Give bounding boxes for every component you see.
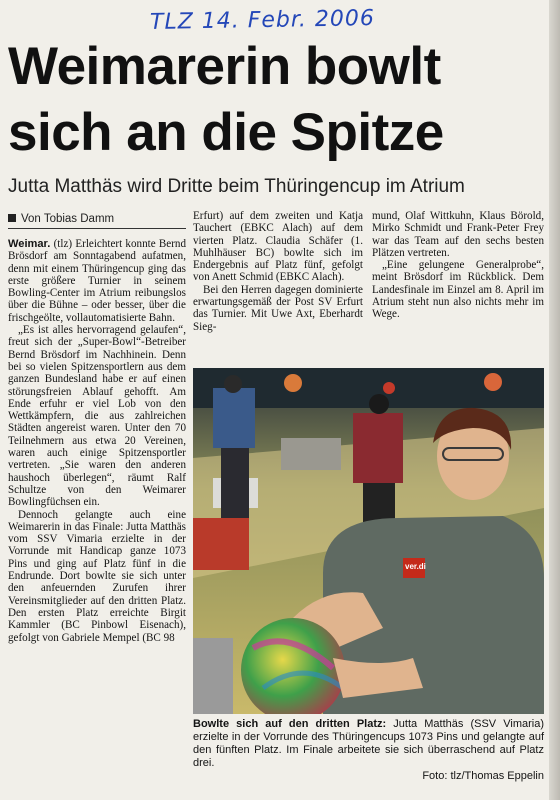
paragraph-text: (tlz) Erleichtert konnte Bernd Brösdorf am Sonntagabend aufatmen, denn mit einem Thüringencup ging das erste größere Turnier in seinem Bowling-Center im Atrium reibungslos über die Bühne – oder besser, über die frischgeölte, vollautomatisierte Bahn. <box>8 238 186 324</box>
paragraph: Erfurt) auf dem zweiten und Katja Tauchert (EBKC Alach) auf dem vierten Platz. Claudia Schäfer (1. Muhlhäuser BC) bowlte sich im Endergebnis auf Platz fünf, gefolgt von Anett Schmid (EBKC Alach). <box>193 210 363 284</box>
byline <box>8 213 186 229</box>
article-column-1 <box>8 238 186 644</box>
bowling-photo <box>193 368 544 714</box>
handwritten-date-note: TLZ 14. Febr. 2006 <box>149 6 376 35</box>
bowling-photo-illustration <box>193 368 544 714</box>
dateline: Weimar. <box>8 238 51 250</box>
caption-lead: Bowlte sich auf den dritten Platz: <box>193 718 387 730</box>
paragraph: Dennoch gelangte auch eine Weimarerin in das Finale: Jutta Matthäs vom SSV Vimaria erzielte in der Vorrunde mit Handicap ganze 1073 Pins und ging auf Platz fünf in die Endrunde. Dort bowlte sie sich unter den anfeuernden Zurufen ihrer Vereinsmitglieder auf den dritten Platz. Den ersten Platz erreichte Birgit Kammler (BC Pinbowl Eisenach), gefolgt von Gabriele Mempel (BC 98 <box>8 508 186 644</box>
article-column-2 <box>193 210 363 333</box>
article-column-3 <box>372 210 544 321</box>
byline-square-icon <box>8 214 16 222</box>
subheadline: Jutta Matthäs wird Dritte beim Thüringencup im Atrium <box>8 176 465 197</box>
page-edge-shadow <box>549 0 560 800</box>
paragraph <box>8 238 186 324</box>
paragraph: „Eine gelungene Generalprobe“, meint Brösdorf im Rückblick. Dem Landesfinale im Einzel am 8. April im Atrium steht nun also nichts mehr im Wege. <box>372 259 544 321</box>
photo-credit: Foto: tlz/Thomas Eppelin <box>422 770 544 782</box>
byline-text: Von Tobias Damm <box>21 213 115 225</box>
paragraph: „Es ist alles hervorragend gelaufen“, freut sich der „Super-Bowl“-Betreiber Bernd Brösdorf im Nachhinein. Denn bei so vielen Spitzensportlern aus dem ganzen Bundesland habe er auf einen störungsfreien Ablauf gehofft. Am Ende erfuhr er viel Lob von den Wettkämpfern, die aus zahlreichen Städten angereist waren. Unter den 70 Teilnehmern aus etwa 20 Vereinen, waren auch einige Spitzensportler vertreten. „Sie waren den anderen haushoch überlegen“, räumt Ralf Schultze von den Weimarer Bowlingfüchsen ein. <box>8 324 186 509</box>
caption-text: Jutta Matthäs (SSV Vimaria) erzielte in der Vorrunde des Thüringencups 1073 Pins und gelangte auf den fünften Platz. Im Finale arbeitete sie sich überraschend auf Platz drei. <box>193 718 544 769</box>
photo-caption <box>193 718 544 770</box>
shirt-logo: ver.di <box>405 562 426 571</box>
paragraph: mund, Olaf Wittkuhn, Klaus Börold, Mirko Schmidt und Frank-Peter Frey war das Team auf den sechs besten Plätzen vertreten. <box>372 210 544 259</box>
headline-line-2: sich an die Spitze <box>8 103 444 162</box>
headline-line-1: Weimarerin bowlt <box>8 37 441 96</box>
paragraph: Bei den Herren dagegen dominierte erwartungsgemäß der Post SV Erfurt das Turnier. Mit Uwe Axt, Eberhardt Sieg- <box>193 283 363 333</box>
